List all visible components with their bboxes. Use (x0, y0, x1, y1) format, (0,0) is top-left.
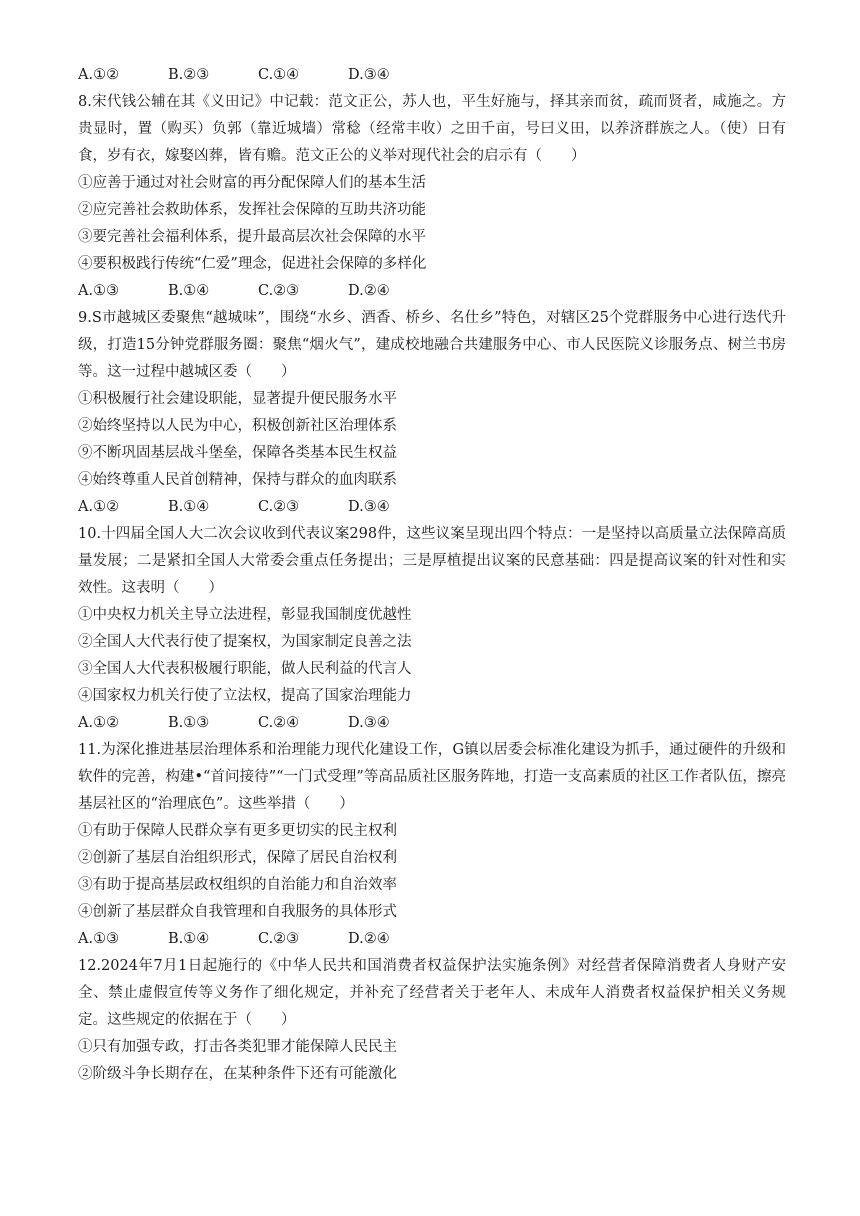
option-c: C.②④ (258, 715, 300, 731)
option-d: D.③④ (348, 499, 390, 515)
option-c: C.①④ (258, 67, 300, 83)
statement-4: ④要积极践行传统“仁爱”理念，促进社会保障的多样化 (78, 256, 427, 272)
question-stem: 11.为深化推进基层治理体系和治理能力现代化建设工作，G镇以居委会标准化建设为抓手，通过硬件的升级和软件的完善，构建•“首问接待”“一门式受理”等高品质社区服务阵地，打造一支高素质的社区工作者队伍，擦亮基层社区的“治理底色”。这些举措（ ） (78, 742, 786, 812)
option-c: C.②③ (258, 499, 300, 515)
exam-page (78, 62, 786, 1088)
statement-3: ③要完善社会福利体系，提升最高层次社会保障的水平 (78, 229, 426, 245)
question-stem: 12.2024年7月1日起施行的《中华人民共和国消费者权益保护法实施条例》对经营者保障消费者人身财产安全、禁止虚假宣传等义务作了细化规定，并补充了经营者关于老年人、未成年人消费者权益保护相关义务规定。这些规定的依据在于（ ） (78, 958, 786, 1028)
option-b: B.①④ (168, 931, 210, 947)
option-d: D.③④ (348, 715, 390, 731)
option-row (78, 926, 786, 953)
statement-4: ④创新了基层群众自我管理和自我服务的具体形式 (78, 904, 397, 920)
option-b: B.②③ (168, 67, 210, 83)
statement-4: ④国家权力机关行使了立法权，提高了国家治理能力 (78, 688, 412, 704)
question-stem: 8.宋代钱公辅在其《义田记》中记载：范文正公，苏人也，平生好施与，择其亲而贫，疏而贤者，咸施之。方贵显时，置（购买）负郭（靠近城墙）常稔（经常丰收）之田千亩，号曰义田，以养济群族之人。（使）日有食，岁有衣，嫁娶凶葬，皆有赡。范文正公的义举对现代社会的启示有（ ） (78, 94, 786, 164)
option-d: D.②④ (348, 931, 390, 947)
option-a: A.①③ (78, 931, 120, 947)
option-c: C.②③ (258, 931, 300, 947)
question-11 (78, 737, 786, 953)
statement-2: ②阶级斗争长期存在，在某种条件下还有可能激化 (78, 1066, 397, 1082)
statement-2: ②创新了基层自治组织形式，保障了居民自治权利 (78, 850, 397, 866)
question-10 (78, 521, 786, 737)
statement-3: ③有助于提高基层政权组织的自治能力和自治效率 (78, 877, 397, 893)
option-a: A.①③ (78, 283, 120, 299)
question-stem: 9.S市越城区委聚焦“越城味”，围绕“水乡、酒香、桥乡、名仕乡”特色，对辖区25个党群服务中心进行迭代升级，打造15分钟党群服务圈：聚焦“烟火气”，建成校地融合共建服务中心、市人民医院义诊服务点、树兰书房等。这一过程中越城区委（ ） (78, 310, 786, 380)
option-c: C.②③ (258, 283, 300, 299)
option-d: D.③④ (348, 67, 390, 83)
option-d: D.②④ (348, 283, 390, 299)
option-row (78, 278, 786, 305)
option-row (78, 710, 786, 737)
option-row (78, 494, 786, 521)
option-b: B.①④ (168, 499, 210, 515)
statement-1: ①应善于通过对社会财富的再分配保障人们的基本生活 (78, 175, 426, 191)
option-b: B.①③ (168, 715, 210, 731)
option-a: A.①② (78, 499, 120, 515)
question-9 (78, 305, 786, 521)
statement-4: ④始终尊重人民首创精神，保持与群众的血肉联系 (78, 472, 397, 488)
statement-3: ⑨不断巩固基层战斗堡垒，保障各类基本民生权益 (78, 445, 397, 461)
statement-1: ①积极履行社会建设职能，显著提升便民服务水平 (78, 391, 397, 407)
option-b: B.①④ (168, 283, 210, 299)
statement-2: ②始终坚持以人民为中心，积极创新社区治理体系 (78, 418, 397, 434)
statement-1: ①只有加强专政，打击各类犯罪才能保障人民民主 (78, 1039, 397, 1055)
option-a: A.①② (78, 715, 120, 731)
statement-1: ①中央权力机关主导立法进程，彰显我国制度优越性 (78, 607, 412, 623)
statement-1: ①有助于保障人民群众享有更多更切实的民主权利 (78, 823, 397, 839)
statement-2: ②全国人大代表行使了提案权，为国家制定良善之法 (78, 634, 412, 650)
question-12 (78, 953, 786, 1088)
question-8 (78, 89, 786, 305)
statement-2: ②应完善社会救助体系，发挥社会保障的互助共济功能 (78, 202, 426, 218)
statement-3: ③全国人大代表积极履行职能，做人民利益的代言人 (78, 661, 412, 677)
question-stem: 10.十四届全国人大二次会议收到代表议案298件，这些议案呈现出四个特点：一是坚持以高质量立法保障高质量发展；二是紧扣全国人大常委会重点任务提出；三是厚植提出议案的民意基础：四是提高议案的针对性和实效性。这表明（ ） (78, 526, 786, 596)
option-row (78, 62, 786, 89)
option-a: A.①② (78, 67, 120, 83)
